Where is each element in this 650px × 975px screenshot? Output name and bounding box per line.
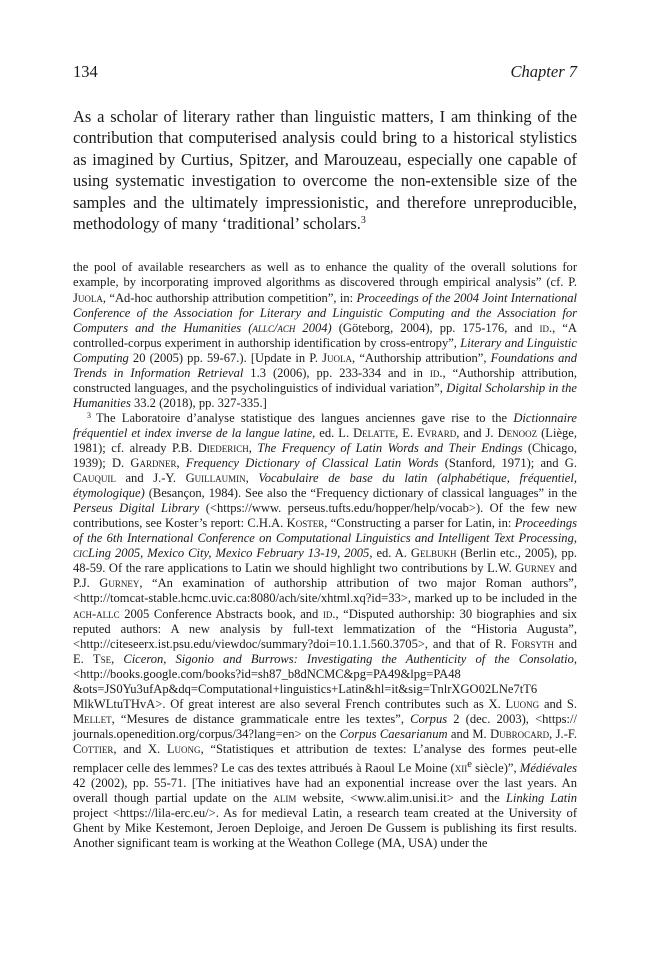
- fn-acronym: cic: [73, 546, 89, 561]
- fn-text: (Liège, 1981); cf. already P.B.: [73, 425, 578, 455]
- fn-title: Proceedings of the 6th International Conference on Computational Linguistics and Intelligent Text Processing,: [73, 516, 578, 546]
- fn-title: Vocabulaire de base du latin (alphabétique, fréquentiel, étymologique): [73, 471, 577, 501]
- fn-text: , “An examination of authorship attribution of two major Roman authors”, <http://tomcat-stable.hcmc.uvic.ca:8080/ach/site/xhtml.xq?id=33>, marked up to be included in the: [73, 576, 577, 606]
- body-paragraph: [73, 106, 577, 234]
- fn-text: , “Ad-hoc authorship attribution competition”, in:: [102, 290, 357, 305]
- fn-text: , ed. L.: [312, 425, 354, 440]
- fn-text: siècle)”,: [471, 761, 520, 776]
- fn-author: Delatte: [353, 425, 396, 440]
- fn-text: ., “Authorship attribution, constructed languages, and the psycholinguistics of individual variation”,: [73, 365, 577, 395]
- fn-title: Linking Latin: [505, 791, 577, 806]
- fn-text: the pool of available researchers as well as to enhance the quality of the overall solutions for example, by incorporating improved algorithms as discovered through empirical analysis” (cf. P.: [73, 260, 577, 290]
- page-number: 134: [73, 62, 98, 81]
- fn-text: ,: [111, 651, 124, 666]
- fn-author: Forsyth: [511, 636, 555, 651]
- fn-century: xii: [454, 761, 468, 776]
- fn-author: Dubrocard: [490, 726, 550, 741]
- fn-acronym: allc/ach: [252, 320, 296, 335]
- fn-text: 33.2 (2018), pp. 327-335.]: [130, 395, 267, 410]
- fn-title: Ciceron, Sigonio and Burrows: Investigating the Authenticity of the Consolatio: [123, 651, 574, 666]
- fn-title: Médiévales: [519, 761, 578, 776]
- fn-author: id: [429, 365, 440, 380]
- fn-author: Guillaumin: [185, 471, 246, 486]
- fn-text: ., “A controlled-corpus experiment in authorship identification by cross-entropy”,: [73, 320, 577, 350]
- fn-text: , ed. A.: [369, 546, 411, 561]
- fn-text: ,: [248, 441, 258, 455]
- footnotes: [73, 260, 577, 851]
- fn-text: ,: [245, 471, 259, 486]
- fn-text: , and J.: [456, 425, 498, 440]
- fn-author: Gelbukh: [410, 546, 457, 561]
- fn-text: and J.-Y.: [115, 471, 186, 486]
- fn-text: , “Mesures de distance grammaticale entre les textes”,: [111, 711, 411, 726]
- fn-author: Gardner: [130, 456, 177, 471]
- fn-text: and P.J.: [73, 561, 577, 591]
- fn-author: Gurney: [99, 576, 140, 591]
- footnote-3: [73, 411, 577, 852]
- running-header: [73, 62, 577, 92]
- fn-title: Ling 2005, Mexico City, Mexico February 13-19, 2005: [88, 546, 370, 561]
- fn-text: (Göteborg, 2004), pp. 175-176, and: [331, 320, 540, 335]
- fn-text: (Stanford, 1971); and G.: [438, 456, 577, 471]
- fn-author: Diederich: [197, 441, 249, 455]
- fn-text: and M.: [447, 726, 491, 741]
- fn-text: (<https://www. perseus.tufts.edu/hopper/help/vocab>). Of the few new contributions, see Koster’s report: C.H.A.: [73, 501, 577, 531]
- fn-author: Mellet: [73, 711, 112, 726]
- fn-acronym: alim: [273, 791, 297, 806]
- fn-text: (Besançon, 1984). See also the “Frequency dictionary of classical languages” in the: [144, 486, 577, 501]
- fn-text: 2 (dec. 2003), <https:// journals.openedition.org/corpus/34?lang=en> on the: [73, 711, 577, 741]
- fn-text: and S.: [539, 696, 577, 711]
- fn-text: 20 (2005) pp. 59-67.). [Update in P.: [128, 350, 323, 365]
- fn-title: Corpus Caesarianum: [339, 726, 448, 741]
- footnote-continuation: [73, 260, 577, 410]
- fn-text: (Berlin etc., 2005), pp. 48-59. Of the rare applications to Latin we should highlight two contributions by L.W.: [73, 546, 577, 576]
- fn-text: project <https://lila-erc.eu/>. As for medieval Latin, a research team created at the University of Ghent by Mike Kestemont, Jeroen Deploige, and Jeroen De Gussem is publishing its first results. Another significant team is working at the Weathon College (MA, USA) under the: [73, 806, 577, 851]
- fn-text: ., “Disputed authorship: 30 biographies and six reputed authors: A new analysis by full-text lemmatization of the “Historia Augusta”, <http://citeseerx.ist.psu.edu/viewdoc/summary?doi=10.1.1.560.3705>, and that of R.: [73, 606, 578, 651]
- fn-text: , “Constructing a parser for Latin, in:: [324, 516, 515, 531]
- fn-text: , <http://books.google.com/books?id=sh87_b8dNCMC&pg=PA49&lpg=PA48 &ots=JS0Yu3ufAp&dq=Computational+linguistics+Latin&hl=it&sig=TnlrXGO02LNe7tT6 MlkWLtuTHvA>. Of great interest are also several French contributes such as X.: [73, 651, 577, 711]
- fn-text: , and X.: [113, 741, 167, 756]
- fn-title: Literary and Linguistic Computing: [73, 335, 577, 365]
- footnote-marker: 3: [87, 410, 91, 420]
- fn-author: Juola: [73, 290, 103, 305]
- fn-title: Foundations and Trends in Information Retrieval: [73, 350, 577, 380]
- fn-title: Digital Scholarship in the Humanities: [73, 380, 577, 410]
- fn-text: 2005 Conference Abstracts book, and: [119, 606, 323, 621]
- fn-title: Perseus Digital Library: [73, 501, 200, 516]
- fn-text: , “Statistiques et attribution de textes: L’analyse des formes peut-elle remplacer celle des lemmes? Le cas des textes attribués à Raoul Le Moine (: [73, 741, 577, 776]
- fn-title: Proceedings of the 2004 Joint International Conference of the Association for Literary and Linguistic Computing and the Association for Computers and the Humanities (: [73, 290, 577, 335]
- chapter-title: Chapter 7: [510, 62, 577, 81]
- fn-superscript: e: [467, 758, 472, 770]
- footnote-reference: 3: [360, 215, 366, 227]
- fn-text: 1.3 (2006), pp. 233-334 and in: [243, 365, 430, 380]
- fn-text: (Chicago, 1939); D.: [73, 441, 577, 471]
- fn-author: Gurney: [515, 561, 556, 576]
- fn-title: Frequency Dictionary of Classical Latin Words: [185, 456, 439, 471]
- fn-text: , E.: [395, 425, 418, 440]
- fn-title: The Frequency of Latin Words and Their Endings: [257, 441, 523, 455]
- body-paragraph-text: As a scholar of literary rather than linguistic matters, I am thinking of the contribution that computerised analysis could bring to a historical stylistics as imagined by Curtius, Spitzer, and Marouzeau, especially one capable of using systematic investigation to overcome the non-extensible size of the samples and the ultimately impressionistic, and therefore unreproducible, methodology of many ‘traditional’ scholars.: [73, 107, 577, 234]
- fn-acronym: ach-allc: [73, 606, 120, 621]
- fn-author: Koster: [286, 516, 325, 531]
- fn-text: ,: [176, 456, 186, 471]
- fn-title: 2004): [295, 320, 332, 335]
- fn-text: 42 (2002), pp. 55-71. [The initiatives have had an exponential increase over the last years. An overall though partial update on the: [73, 776, 577, 806]
- fn-author: id: [539, 320, 550, 335]
- fn-text: , “Authorship attribution”,: [352, 350, 491, 365]
- fn-author: Cottier: [73, 741, 114, 756]
- fn-author: Tse: [92, 651, 112, 666]
- fn-title: Dictionnaire fréquentiel et index inverse de la langue latine: [73, 410, 577, 440]
- fn-text: The Laboratoire d’analyse statistique des langues anciennes gave rise to the: [96, 410, 514, 425]
- fn-text: website, <www.alim.unisi.it> and the: [296, 791, 506, 806]
- fn-author: Evrard: [417, 425, 457, 440]
- fn-author: Luong: [505, 696, 540, 711]
- fn-author: Denooz: [497, 425, 538, 440]
- fn-author: Juola: [322, 350, 353, 365]
- fn-text: , J.-F.: [549, 726, 577, 741]
- fn-author: Luong: [166, 741, 201, 756]
- fn-text: and E.: [73, 636, 577, 666]
- fn-title: Corpus: [410, 711, 448, 726]
- fn-author: id: [322, 606, 333, 621]
- fn-author: Cauquil: [73, 471, 116, 486]
